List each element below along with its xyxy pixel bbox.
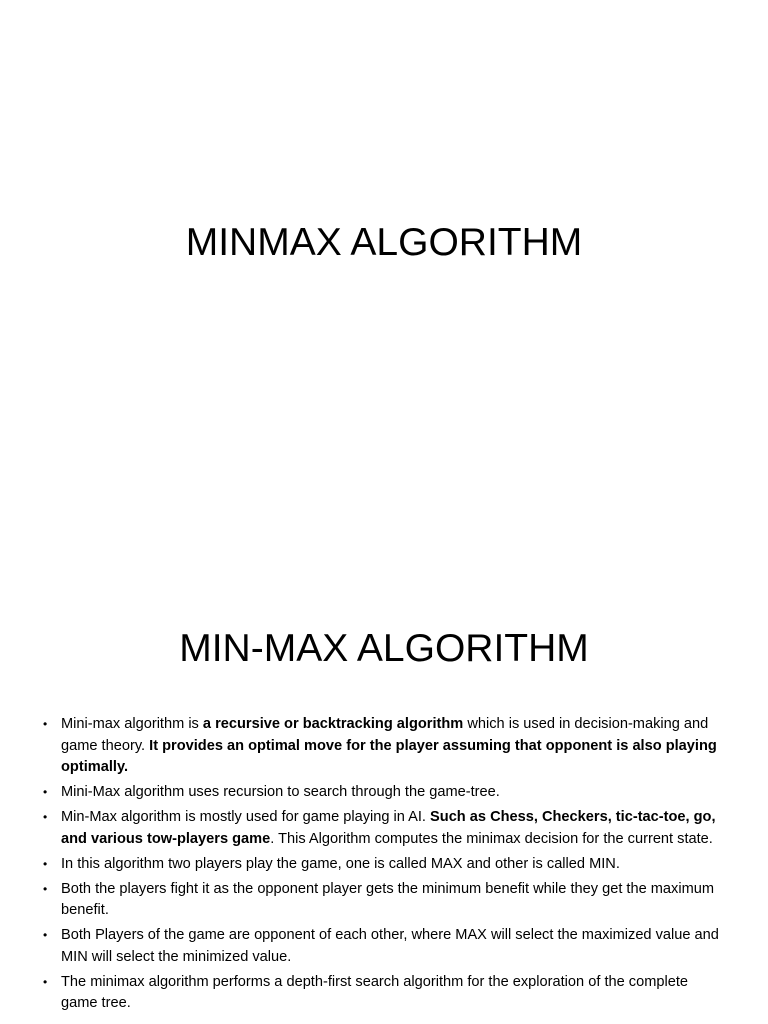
bullet-text: Both the players fight it as the opponent player gets the minimum benefit while they get the maximum benefit.: [61, 880, 715, 918]
bullet-text-bold: Such as Chess, Checkers, tic-tac-toe, go, and various tow-players game: [61, 809, 716, 847]
slide-2: [0, 576, 768, 1024]
bullet-text: In this algorithm two players play the game, one is called MAX and other is called MIN.: [61, 855, 620, 872]
bullet-text: The minimax algorithm performs a depth-first search algorithm for the exploration of the complete game tree.: [61, 973, 688, 1011]
bullet-text-bold: a recursive or backtracking algorithm: [202, 716, 464, 732]
slide-2-title: MIN-MAX ALGORITHM: [179, 627, 589, 670]
bullet-dot: •: [43, 928, 48, 942]
bullet-item: [42, 879, 722, 922]
slide-1-title: MINMAX ALGORITHM: [185, 221, 583, 264]
bullet-item: [42, 807, 722, 850]
bullet-dot: •: [43, 717, 48, 731]
bullet-text: Min-Max algorithm is mostly used for game playing in AI.: [61, 809, 431, 825]
bullet-dot: •: [43, 785, 48, 799]
bullet-item: [42, 854, 722, 876]
bullet-text: which is used in decision-making and game theory.: [61, 716, 709, 754]
bullet-dot: •: [43, 810, 48, 824]
bullet-item: [42, 972, 722, 1015]
bullet-dot: •: [43, 856, 48, 871]
bullet-dot: •: [43, 881, 48, 896]
bullet-text: . This Algorithm computes the minimax decision for the current state.: [270, 830, 713, 847]
bullet-text: Mini-max algorithm is: [61, 716, 203, 732]
bullet-list: [42, 714, 722, 1018]
bullet-item: [42, 925, 722, 968]
bullet-item: [42, 714, 722, 779]
bullet-text: Mini-Max algorithm uses recursion to search through the game-tree.: [61, 784, 500, 800]
bullet-text: Both Players of the game are opponent of each other, where MAX will select the maximized value and MIN will select the minimized value.: [61, 927, 719, 965]
bullet-text-bold: It provides an optimal move for the player assuming that opponent is also playing optimally.: [61, 737, 717, 775]
bullet-item: [42, 782, 722, 804]
bullet-dot: •: [43, 974, 48, 989]
